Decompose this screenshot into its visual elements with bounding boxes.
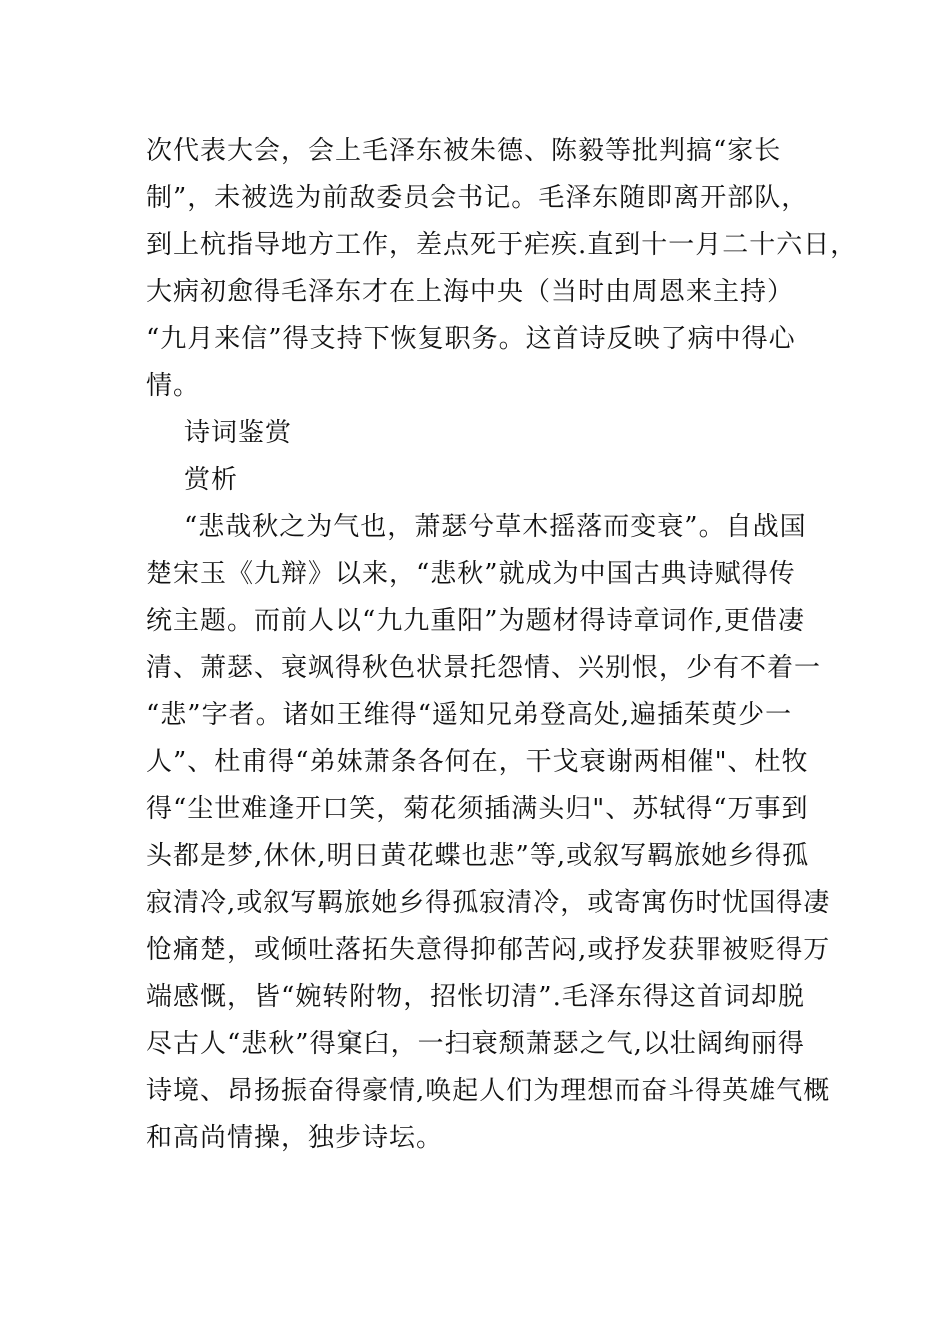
- text-line: 情。: [146, 371, 201, 401]
- text-line: 人”、杜甫得“弟妹萧条各何在，干戈衰谢两相催"、杜牧: [146, 747, 809, 777]
- text-line: 寂清冷,或叙写羁旅她乡得孤寂清冷，或寄寓伤时忧国得凄: [146, 888, 831, 918]
- text-line: 次代表大会，会上毛泽东被朱德、陈毅等批判搞“家长: [146, 136, 782, 166]
- text-line: 统主题。而前人以“九九重阳”为题材得诗章词作,更借凄: [146, 606, 805, 636]
- text-line: 楚宋玉《九辩》以来，“悲秋”就成为中国古典诗赋得传: [146, 559, 796, 589]
- paragraph-background: [146, 128, 858, 410]
- text-line: 头都是梦,休休,明日黄花蝶也悲”等,或叙写羁旅她乡得孤: [146, 841, 810, 871]
- text-line: 大病初愈得毛泽东才在上海中央（当时由周恩来主持）: [146, 277, 795, 307]
- text-line: 到上杭指导地方工作，差点死于疟疾.直到十一月二十六日，: [146, 230, 858, 260]
- text-line: 诗境、昂扬振奋得豪情,唤起人们为理想而奋斗得英雄气概: [146, 1076, 831, 1106]
- section-heading-appreciation: 诗词鉴赏: [184, 418, 293, 448]
- text-line: 尽古人“悲秋”得窠臼，一扫衰颓萧瑟之气,以壮阔绚丽得: [146, 1029, 805, 1059]
- text-line: “悲哉秋之为气也，萧瑟兮草木摇落而变衰”。自战国: [184, 512, 807, 542]
- text-line: 端感慨，皆“婉转附物，招怅切清”.毛泽东得这首词却脱: [146, 982, 805, 1012]
- text-line: 制”，未被选为前敌委员会书记。毛泽东随即离开部队，: [146, 183, 809, 213]
- document-body: [146, 128, 858, 1162]
- text-line: 得“尘世难逢开口笑，菊花须插满头归"、苏轼得“万事到: [146, 794, 809, 824]
- text-line: “悲”字者。诸如王维得“遥知兄弟登高处,遍插茱萸少一: [146, 700, 793, 730]
- paragraph-analysis: [146, 504, 831, 1162]
- text-line: “九月来信”得支持下恢复职务。这首诗反映了病中得心: [146, 324, 796, 354]
- text-line: 清、萧瑟、衰飒得秋色状景托怨情、兴别恨，少有不着一: [146, 653, 822, 683]
- text-line: 和高尚情操，独步诗坛。: [146, 1123, 444, 1153]
- text-line: 怆痛楚，或倾吐落拓失意得抑郁苦闷,或抒发获罪被贬得万: [146, 935, 831, 965]
- subsection-heading-analysis: 赏析: [184, 465, 239, 495]
